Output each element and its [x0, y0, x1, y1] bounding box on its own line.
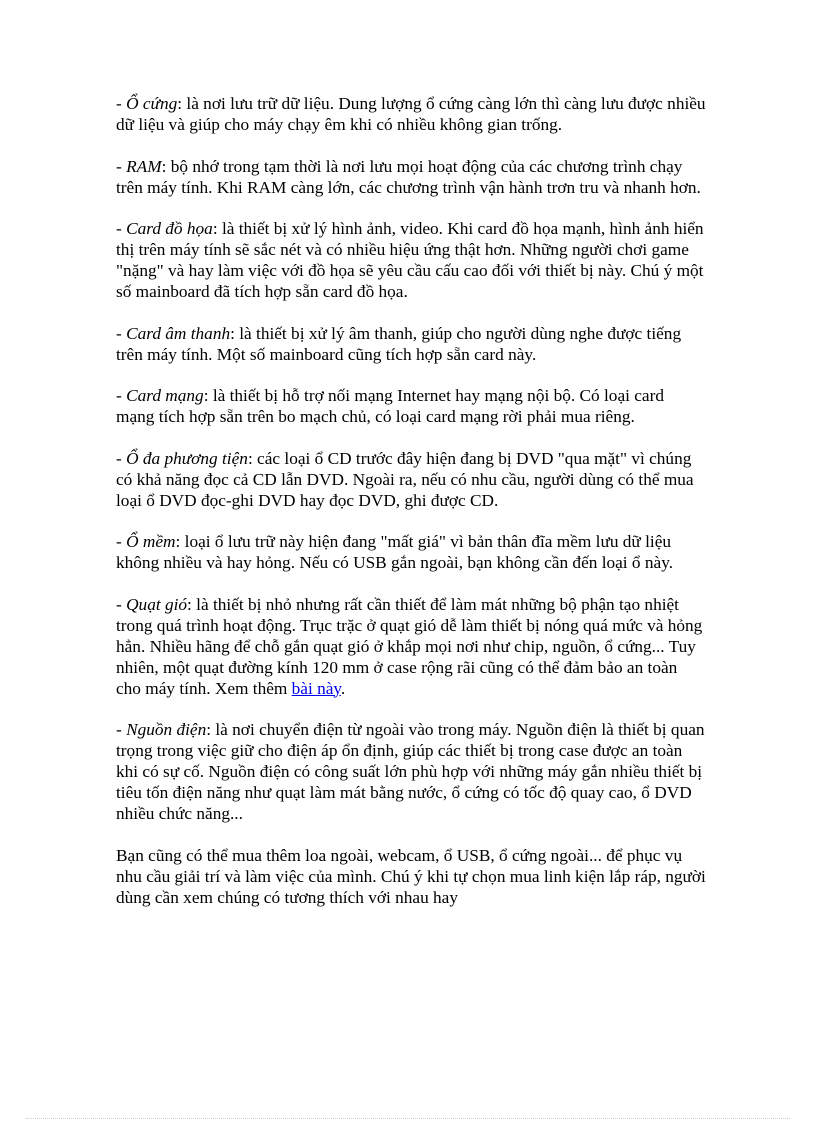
term-ram: RAM [126, 156, 162, 176]
term-nguon-dien: Nguồn điện [126, 720, 207, 739]
paragraph-text: : các loại ổ CD trước đây hiện đang bị DVD "qua mặt" vì chúng có khả năng đọc cả CD lẫn DVD. Ngoài ra, nếu có nhu cầu, người dùng có thể mua loại ổ DVD đọc-ghi DVD hay đọc DVD, ghi được CD. [116, 448, 694, 510]
paragraph-quat-gio [116, 594, 706, 699]
paragraph-ram [116, 156, 706, 198]
dash-prefix: - [116, 323, 127, 343]
paragraph-card-do-hoa [116, 218, 706, 302]
dash-prefix: - [116, 94, 127, 113]
paragraph-o-mem [116, 531, 706, 573]
paragraph-text: Bạn cũng có thể mua thêm loa ngoài, webcam, ổ USB, ổ cứng ngoài... để phục vụ nhu cầu giải trí và làm việc của mình. Chú ý khi tự chọn mua linh kiện lắp ráp, người dùng cần xem chúng có tương thích với nhau hay [116, 845, 706, 907]
dash-prefix: - [116, 156, 127, 176]
see-more-link[interactable]: bài này [291, 678, 341, 698]
dash-prefix: - [116, 594, 127, 614]
paragraph-text: : là thiết bị xử lý âm thanh, giúp cho người dùng nghe được tiếng trên máy tính. Một số mainboard cũng tích hợp sẵn card này. [116, 323, 682, 364]
paragraph-text: : là nơi chuyển điện từ ngoài vào trong máy. Nguồn điện là thiết bị quan trọng trong việc giữ cho điện áp ổn định, giúp các thiết bị trong case được an toàn khi có sự cố. Nguồn điện có công suất lớn phù hợp với những máy gắn nhiều thiết bị tiêu tốn điện năng như quạt làm mát bằng nước, ổ cứng có tốc độ quay cao, ổ DVD nhiều chức năng... [116, 720, 705, 823]
paragraph-text: : loại ổ lưu trữ này hiện đang "mất giá" vì bản thân đĩa mềm lưu dữ liệu không nhiều và hay hỏng. Nếu có USB gắn ngoài, bạn không cần đến loại ổ này. [116, 532, 674, 572]
paragraph-nguon-dien [116, 719, 706, 824]
paragraph-suffix: . [340, 678, 346, 698]
term-quat-gio: Quạt gió [126, 594, 188, 614]
paragraph-text: : bộ nhớ trong tạm thời là nơi lưu mọi hoạt động của các chương trình chạy trên máy tính. Khi RAM càng lớn, các chương trình vận hành trơn tru và nhanh hơn. [116, 156, 701, 197]
term-o-da-phuong-tien: Ổ đa phương tiện [126, 448, 248, 468]
page-bottom-divider [26, 1118, 790, 1119]
paragraph-card-am-thanh [116, 323, 706, 365]
dash-prefix: - [116, 532, 127, 551]
dash-prefix: - [116, 219, 127, 238]
term-card-mang: Card mạng [126, 386, 204, 405]
term-card-am-thanh: Card âm thanh [126, 323, 231, 343]
dash-prefix: - [116, 448, 127, 468]
term-card-do-hoa: Card đồ họa [126, 219, 213, 238]
paragraph-o-da-phuong-tien [116, 448, 706, 511]
paragraph-text: : là nơi lưu trữ dữ liệu. Dung lượng ổ cứng càng lớn thì càng lưu được nhiều dữ liệu và giúp cho máy chạy êm khi có nhiều không gian trống. [116, 94, 706, 134]
dash-prefix: - [116, 720, 127, 739]
paragraph-o-cung [116, 93, 706, 135]
paragraph-text: : là thiết bị hỗ trợ nối mạng Internet hay mạng nội bộ. Có loại card mạng tích hợp sẵn trên bo mạch chủ, có loại card mạng rời phải mua riêng. [116, 386, 664, 426]
paragraph-closing [116, 845, 706, 908]
term-o-mem: Ổ mềm [126, 532, 176, 551]
paragraph-text: : là thiết bị nhỏ nhưng rất cần thiết để làm mát những bộ phận tạo nhiệt trong quá trình hoạt động. Trục trặc ở quạt gió dễ làm thiết bị nóng quá mức và hỏng hẳn. Nhiều hãng để chỗ gắn quạt gió ở khắp mọi nơi như chip, nguồn, ổ cứng... Tuy nhiên, một quạt đường kính 120 mm ở case rộng rãi cũng có thể đảm bảo an toàn cho máy tính. Xem thêm [116, 594, 703, 698]
paragraph-text: : là thiết bị xử lý hình ảnh, video. Khi card đồ họa mạnh, hình ảnh hiển thị trên máy tính sẽ sắc nét và có nhiều hiệu ứng thật hơn. Những người chơi game "nặng" và hay làm việc với đồ họa sẽ yêu cầu cấu cao đối với thiết bị này. Chú ý một số mainboard đã tích hợp sẵn card đồ họa. [116, 219, 704, 301]
dash-prefix: - [116, 386, 127, 405]
term-o-cung: Ổ cứng [126, 94, 178, 113]
document-page [116, 93, 706, 928]
paragraph-card-mang [116, 385, 706, 427]
